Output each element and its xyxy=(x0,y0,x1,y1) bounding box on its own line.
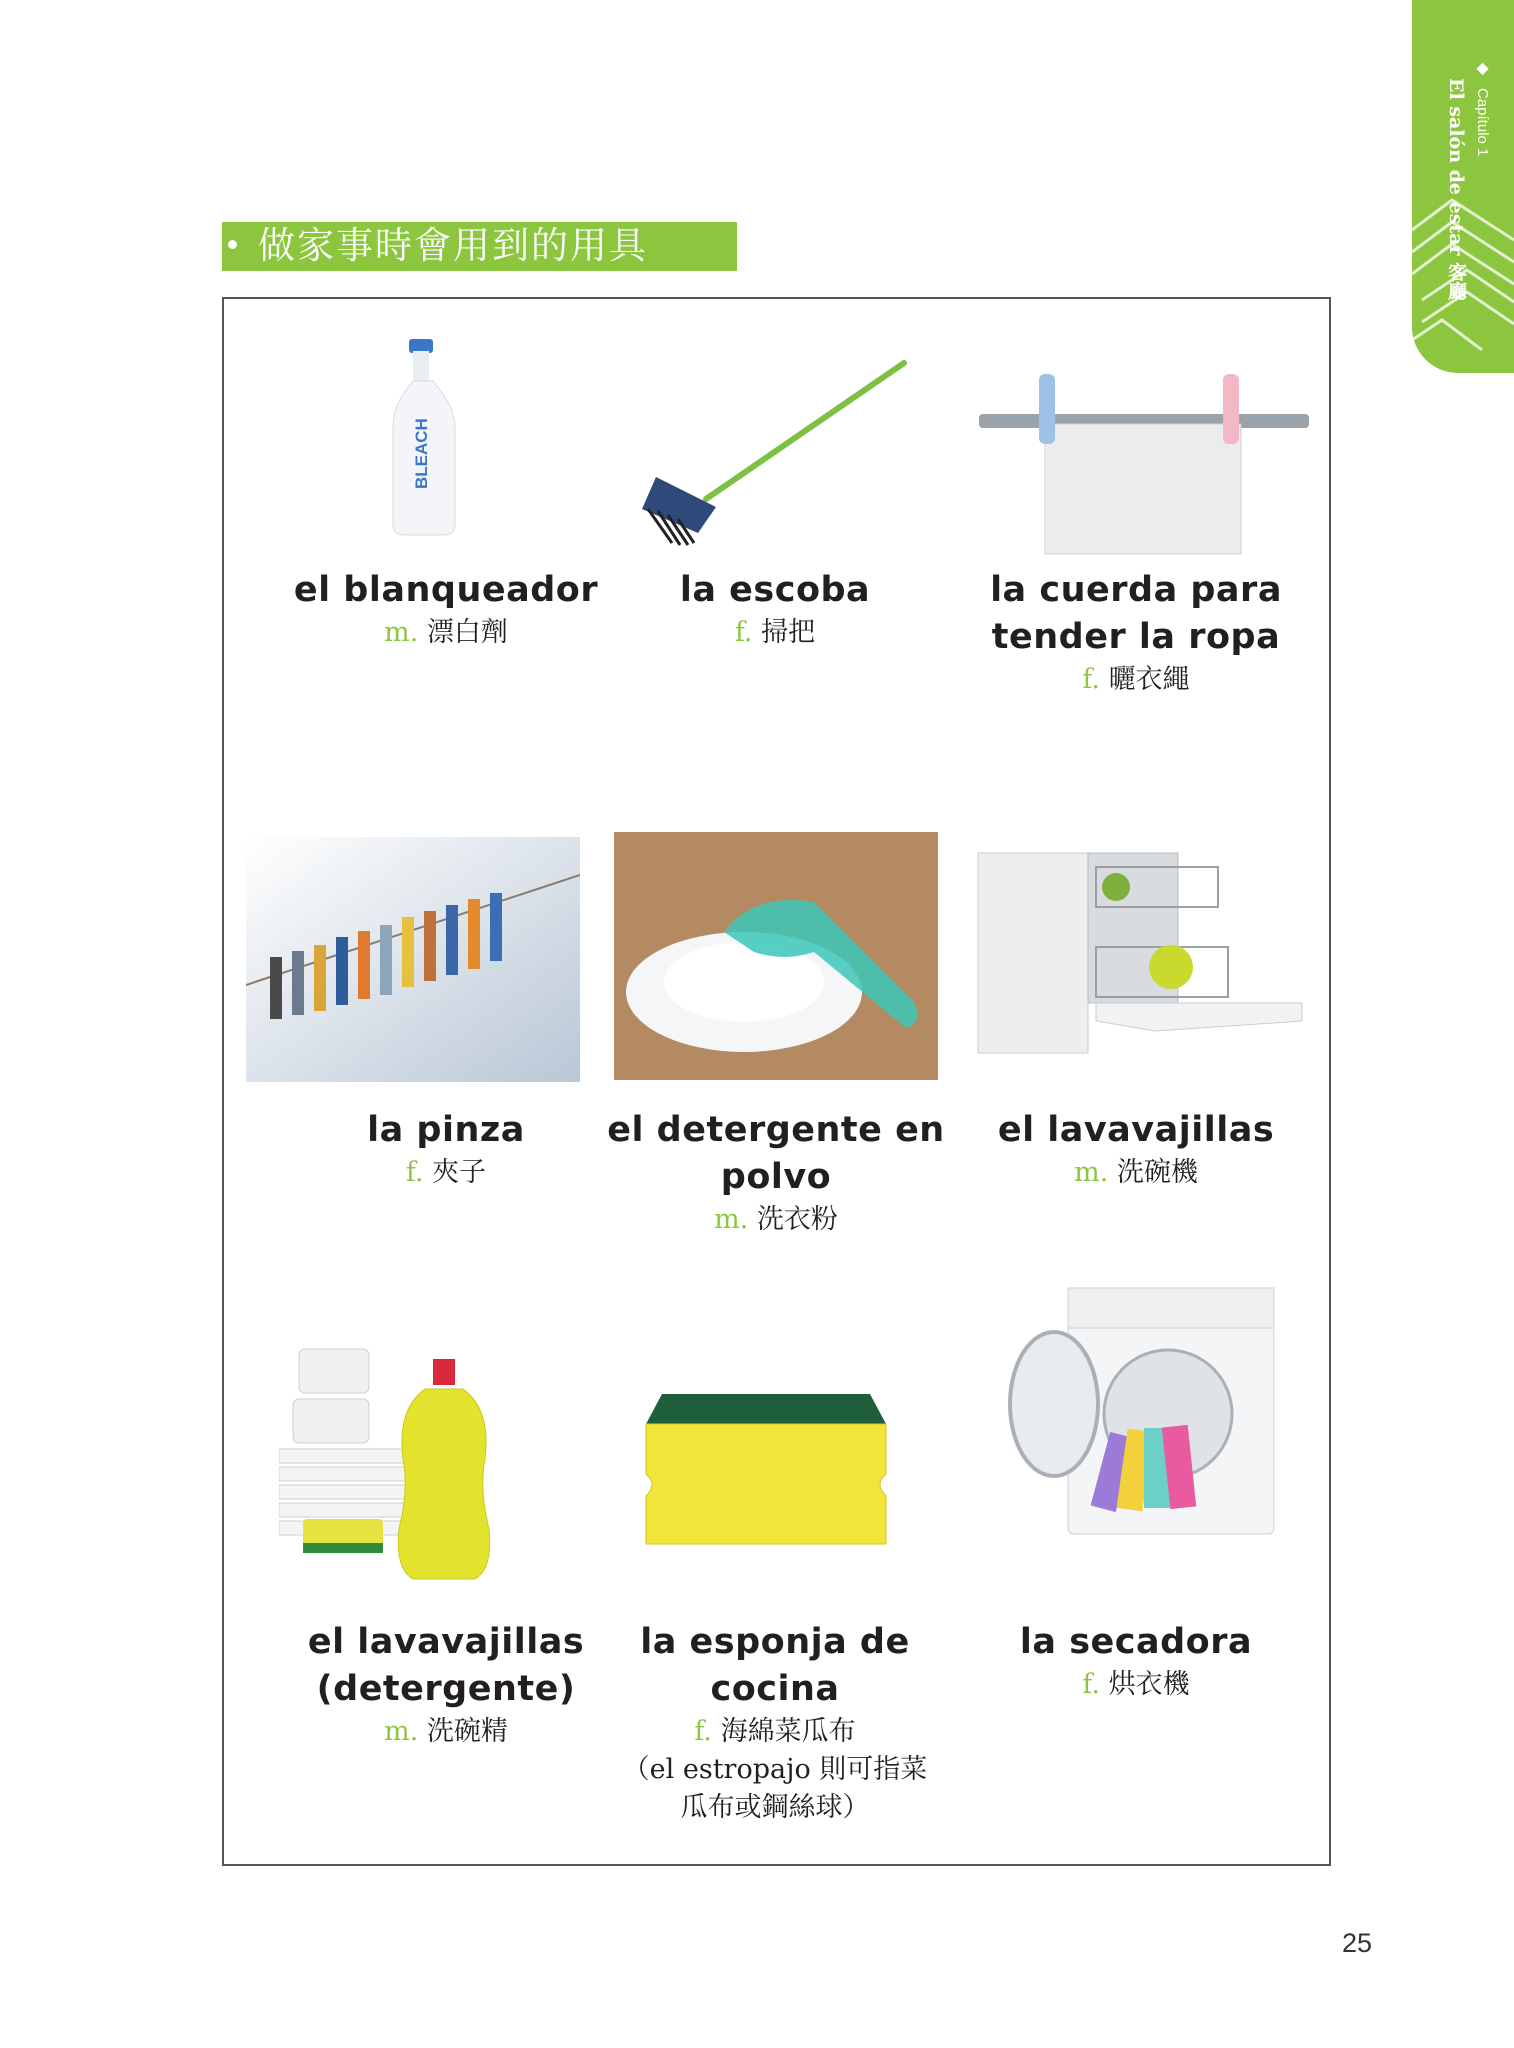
chinese-meaning: 洗碗機 xyxy=(1116,1157,1198,1188)
vocab-item xyxy=(955,567,1317,699)
spanish-word: la escoba xyxy=(679,570,871,610)
chapter-number: Capítulo 1 xyxy=(1474,88,1491,157)
chinese-meaning: 漂白劑 xyxy=(426,617,508,648)
chinese-meaning: 洗衣粉 xyxy=(756,1204,838,1235)
translation xyxy=(266,1154,626,1192)
chapter-label xyxy=(1473,58,1492,156)
clothesline-image xyxy=(979,354,1309,559)
dryer-image xyxy=(1008,1284,1278,1544)
chinese-meaning: 洗碗精 xyxy=(426,1716,508,1747)
page-number: 25 xyxy=(1342,1928,1373,1958)
vocab-item xyxy=(266,1619,626,1751)
section-heading xyxy=(222,222,737,271)
spanish-word: la pinza xyxy=(367,1110,525,1150)
translation xyxy=(955,661,1317,699)
chapter-room-title: El salón de estar 客廳 xyxy=(1445,78,1467,301)
vocab-item xyxy=(266,1107,626,1192)
vocab-item xyxy=(955,1107,1317,1192)
section-heading-text: 做家事時會用到的用具 xyxy=(258,224,648,267)
chinese-meaning: 烘衣機 xyxy=(1108,1669,1190,1700)
gender-marker: f. xyxy=(734,617,753,648)
gender-marker: m. xyxy=(384,617,419,648)
vocab-item xyxy=(595,567,955,652)
bleach-bottle-image xyxy=(389,339,459,539)
vocab-item xyxy=(266,567,626,652)
gender-marker: f. xyxy=(694,1716,713,1747)
translation xyxy=(955,1666,1317,1704)
broom-image xyxy=(636,359,908,549)
spanish-word: el lavavajillas (detergente) xyxy=(307,1622,585,1709)
spanish-word: la esponja de cocina xyxy=(640,1622,910,1709)
heading-bullet-icon xyxy=(228,240,237,249)
translation xyxy=(595,1713,955,1751)
clothespins-image xyxy=(246,837,580,1082)
gender-marker: m. xyxy=(384,1716,419,1747)
gender-marker: m. xyxy=(714,1204,749,1235)
usage-note: （el estropajo 則可指菜瓜布或鋼絲球） xyxy=(622,1754,928,1823)
gender-marker: f. xyxy=(405,1157,424,1188)
spanish-word: la secadora xyxy=(1019,1622,1253,1662)
diamond-icon: ◆ xyxy=(1473,58,1492,77)
kitchen-sponge-image xyxy=(642,1384,892,1559)
chinese-meaning: 夾子 xyxy=(432,1157,487,1188)
vocab-item xyxy=(586,1107,966,1239)
gender-marker: f. xyxy=(1082,664,1101,695)
vocab-item xyxy=(595,1619,955,1827)
dishwasher-image xyxy=(976,837,1308,1082)
bleach-label-text: BLEACH xyxy=(412,418,431,489)
chinese-meaning: 海綿菜瓜布 xyxy=(720,1716,856,1747)
gender-marker: f. xyxy=(1082,1669,1101,1700)
detergent-powder-image xyxy=(614,832,938,1080)
vocabulary-frame xyxy=(222,297,1331,1866)
translation xyxy=(266,614,626,652)
spanish-word: el blanqueador xyxy=(293,570,599,610)
spanish-word: el lavavajillas xyxy=(997,1110,1275,1150)
chapter-tab xyxy=(1412,0,1514,373)
dish-soap-image xyxy=(279,1339,559,1599)
translation xyxy=(586,1201,966,1239)
translation xyxy=(595,614,955,652)
spanish-word: la cuerda para tender la ropa xyxy=(990,570,1282,657)
spanish-word: el detergente en polvo xyxy=(607,1110,945,1197)
gender-marker: m. xyxy=(1074,1157,1109,1188)
chinese-meaning: 掃把 xyxy=(761,617,816,648)
translation xyxy=(266,1713,626,1751)
vocab-item xyxy=(955,1619,1317,1704)
chinese-meaning: 曬衣繩 xyxy=(1108,664,1190,695)
translation xyxy=(955,1154,1317,1192)
